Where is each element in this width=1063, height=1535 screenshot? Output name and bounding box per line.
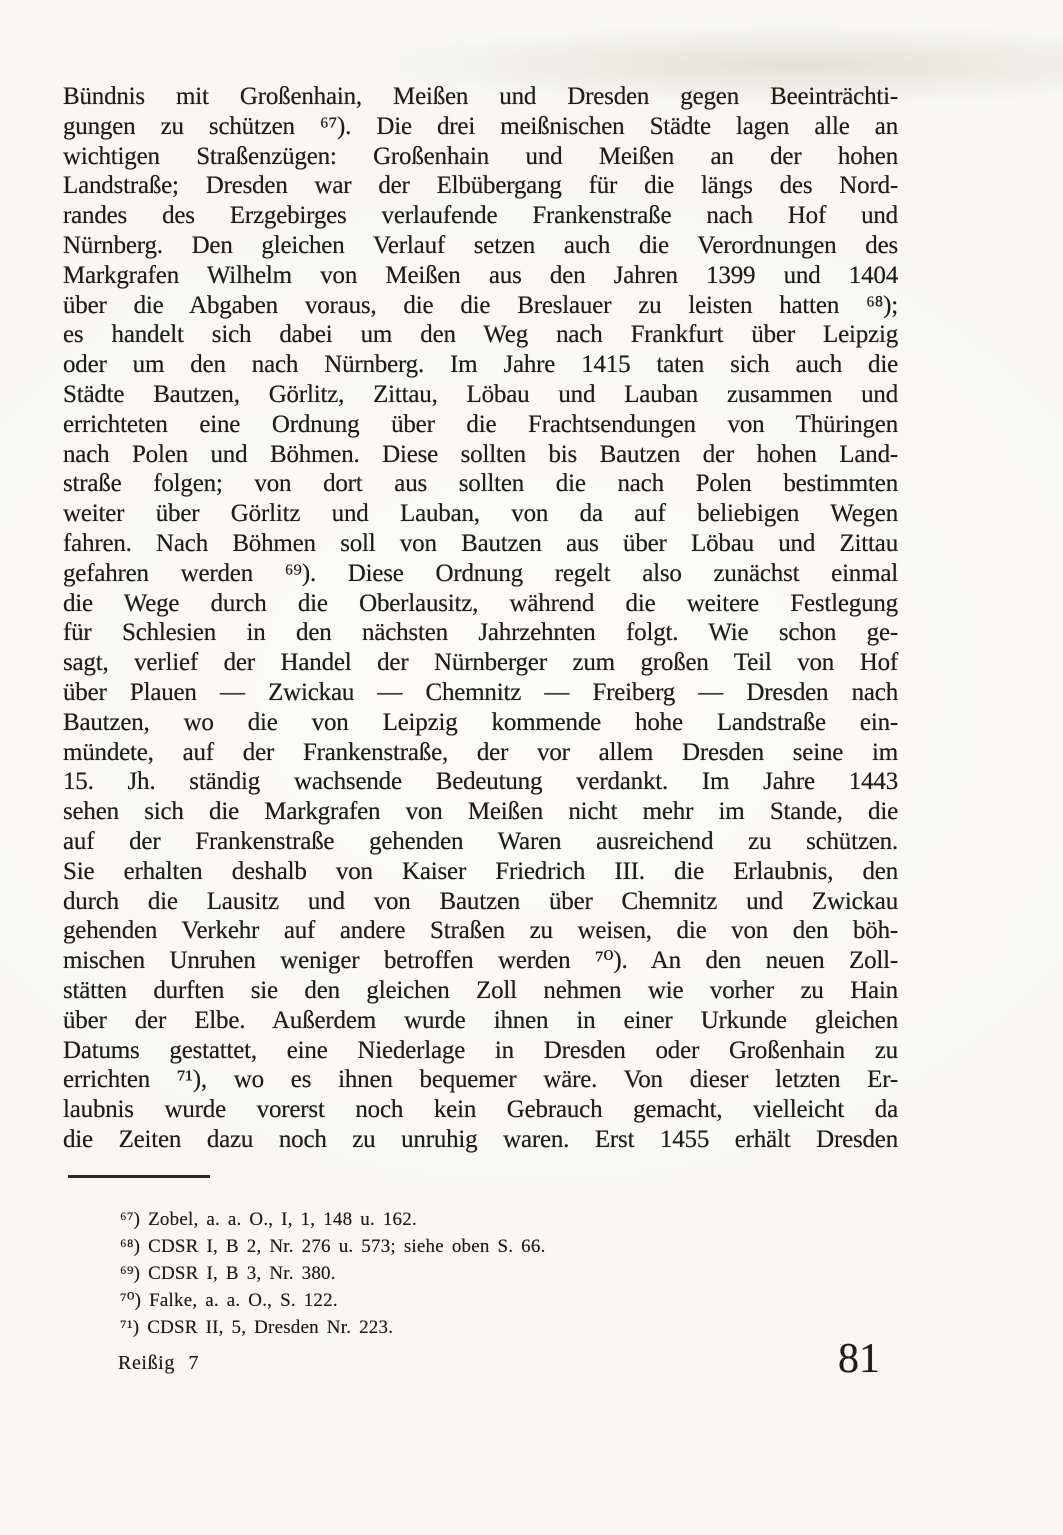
footnote-line: ⁶⁸) CDSR I, B 2, Nr. 276 u. 573; siehe oben S. 66.	[120, 1236, 546, 1257]
text-line: Sie erhalten deshalb von Kaiser Friedrich III. die Erlaubnis, den	[63, 857, 898, 885]
footnote-line: ⁷¹) CDSR II, 5, Dresden Nr. 223.	[120, 1317, 394, 1338]
text-line: Städte Bautzen, Görlitz, Zittau, Löbau und Lauban zusammen und	[63, 380, 898, 408]
text-line: Markgrafen Wilhelm von Meißen aus den Jahren 1399 und 1404	[63, 261, 898, 289]
text-line: über Plauen — Zwickau — Chemnitz — Freiberg — Dresden nach	[63, 678, 898, 706]
page-number: 81	[838, 1336, 880, 1382]
text-line: für Schlesien in den nächsten Jahrzehnten folgt. Wie schon ge-	[63, 619, 898, 647]
text-line: gehenden Verkehr auf andere Straßen zu weisen, die von den böh-	[63, 917, 898, 945]
body-text	[63, 82, 898, 1155]
text-line: die Wege durch die Oberlausitz, während die weitere Festlegung	[63, 589, 898, 617]
text-line: Nürnberg. Den gleichen Verlauf setzen auch die Verordnungen des	[63, 231, 898, 259]
printer-signature: Reißig 7	[118, 1352, 200, 1374]
footnote-line: ⁶⁷) Zobel, a. a. O., I, 1, 148 u. 162.	[120, 1209, 417, 1230]
footnote-line: ⁷⁰) Falke, a. a. O., S. 122.	[120, 1290, 338, 1311]
text-line: straße folgen; von dort aus sollten die nach Polen bestimmten	[63, 470, 898, 498]
text-line: durch die Lausitz und von Bautzen über Chemnitz und Zwickau	[63, 887, 898, 915]
text-line: sagt, verlief der Handel der Nürnberger zum großen Teil von Hof	[63, 649, 898, 677]
text-line: über der Elbe. Außerdem wurde ihnen in einer Urkunde gleichen	[63, 1006, 898, 1034]
text-line: Datums gestattet, eine Niederlage in Dresden oder Großenhain zu	[63, 1036, 898, 1064]
text-line: die Zeiten dazu noch zu unruhig waren. Erst 1455 erhält Dresden	[63, 1125, 898, 1153]
text-line: weiter über Görlitz und Lauban, von da auf beliebigen Wegen	[63, 500, 898, 528]
text-line: wichtigen Straßenzügen: Großenhain und Meißen an der hohen	[63, 142, 898, 170]
text-line: errichteten eine Ordnung über die Frachtsendungen von Thüringen	[63, 410, 898, 438]
text-line: mündete, auf der Frankenstraße, der vor allem Dresden seine im	[63, 738, 898, 766]
text-line: laubnis wurde vorerst noch kein Gebrauch gemacht, vielleicht da	[63, 1096, 898, 1124]
text-line: es handelt sich dabei um den Weg nach Frankfurt über Leipzig	[63, 321, 898, 349]
footnote-line: ⁶⁹) CDSR I, B 3, Nr. 380.	[120, 1263, 336, 1284]
footnotes	[120, 1206, 760, 1341]
text-line: Landstraße; Dresden war der Elbübergang für die längs des Nord-	[63, 172, 898, 200]
text-line: fahren. Nach Böhmen soll von Bautzen aus über Löbau und Zittau	[63, 529, 898, 557]
text-line: 15. Jh. ständig wachsende Bedeutung verdankt. Im Jahre 1443	[63, 768, 898, 796]
text-line: randes des Erzgebirges verlaufende Frankenstraße nach Hof und	[63, 202, 898, 230]
text-line: gefahren werden ⁶⁹). Diese Ordnung regelt also zunächst einmal	[63, 559, 898, 587]
text-line: mischen Unruhen weniger betroffen werden ⁷⁰). An den neuen Zoll-	[63, 947, 898, 975]
text-line: Bautzen, wo die von Leipzig kommende hohe Landstraße ein-	[63, 708, 898, 736]
text-line: über die Abgaben voraus, die die Breslauer zu leisten hatten ⁶⁸);	[63, 291, 898, 319]
text-line: gungen zu schützen ⁶⁷). Die drei meißnischen Städte lagen alle an	[63, 112, 898, 140]
footnote-separator	[68, 1175, 210, 1178]
text-line: sehen sich die Markgrafen von Meißen nicht mehr im Stande, die	[63, 798, 898, 826]
text-line: nach Polen und Böhmen. Diese sollten bis Bautzen der hohen Land-	[63, 440, 898, 468]
text-line: errichten ⁷¹), wo es ihnen bequemer wäre. Von dieser letzten Er-	[63, 1066, 898, 1094]
text-line: auf der Frankenstraße gehenden Waren ausreichend zu schützen.	[63, 827, 898, 855]
text-line: stätten durften sie den gleichen Zoll nehmen wie vorher zu Hain	[63, 976, 898, 1004]
text-line: Bündnis mit Großenhain, Meißen und Dresden gegen Beeinträchti-	[63, 83, 898, 110]
text-line: oder um den nach Nürnberg. Im Jahre 1415 taten sich auch die	[63, 351, 898, 379]
